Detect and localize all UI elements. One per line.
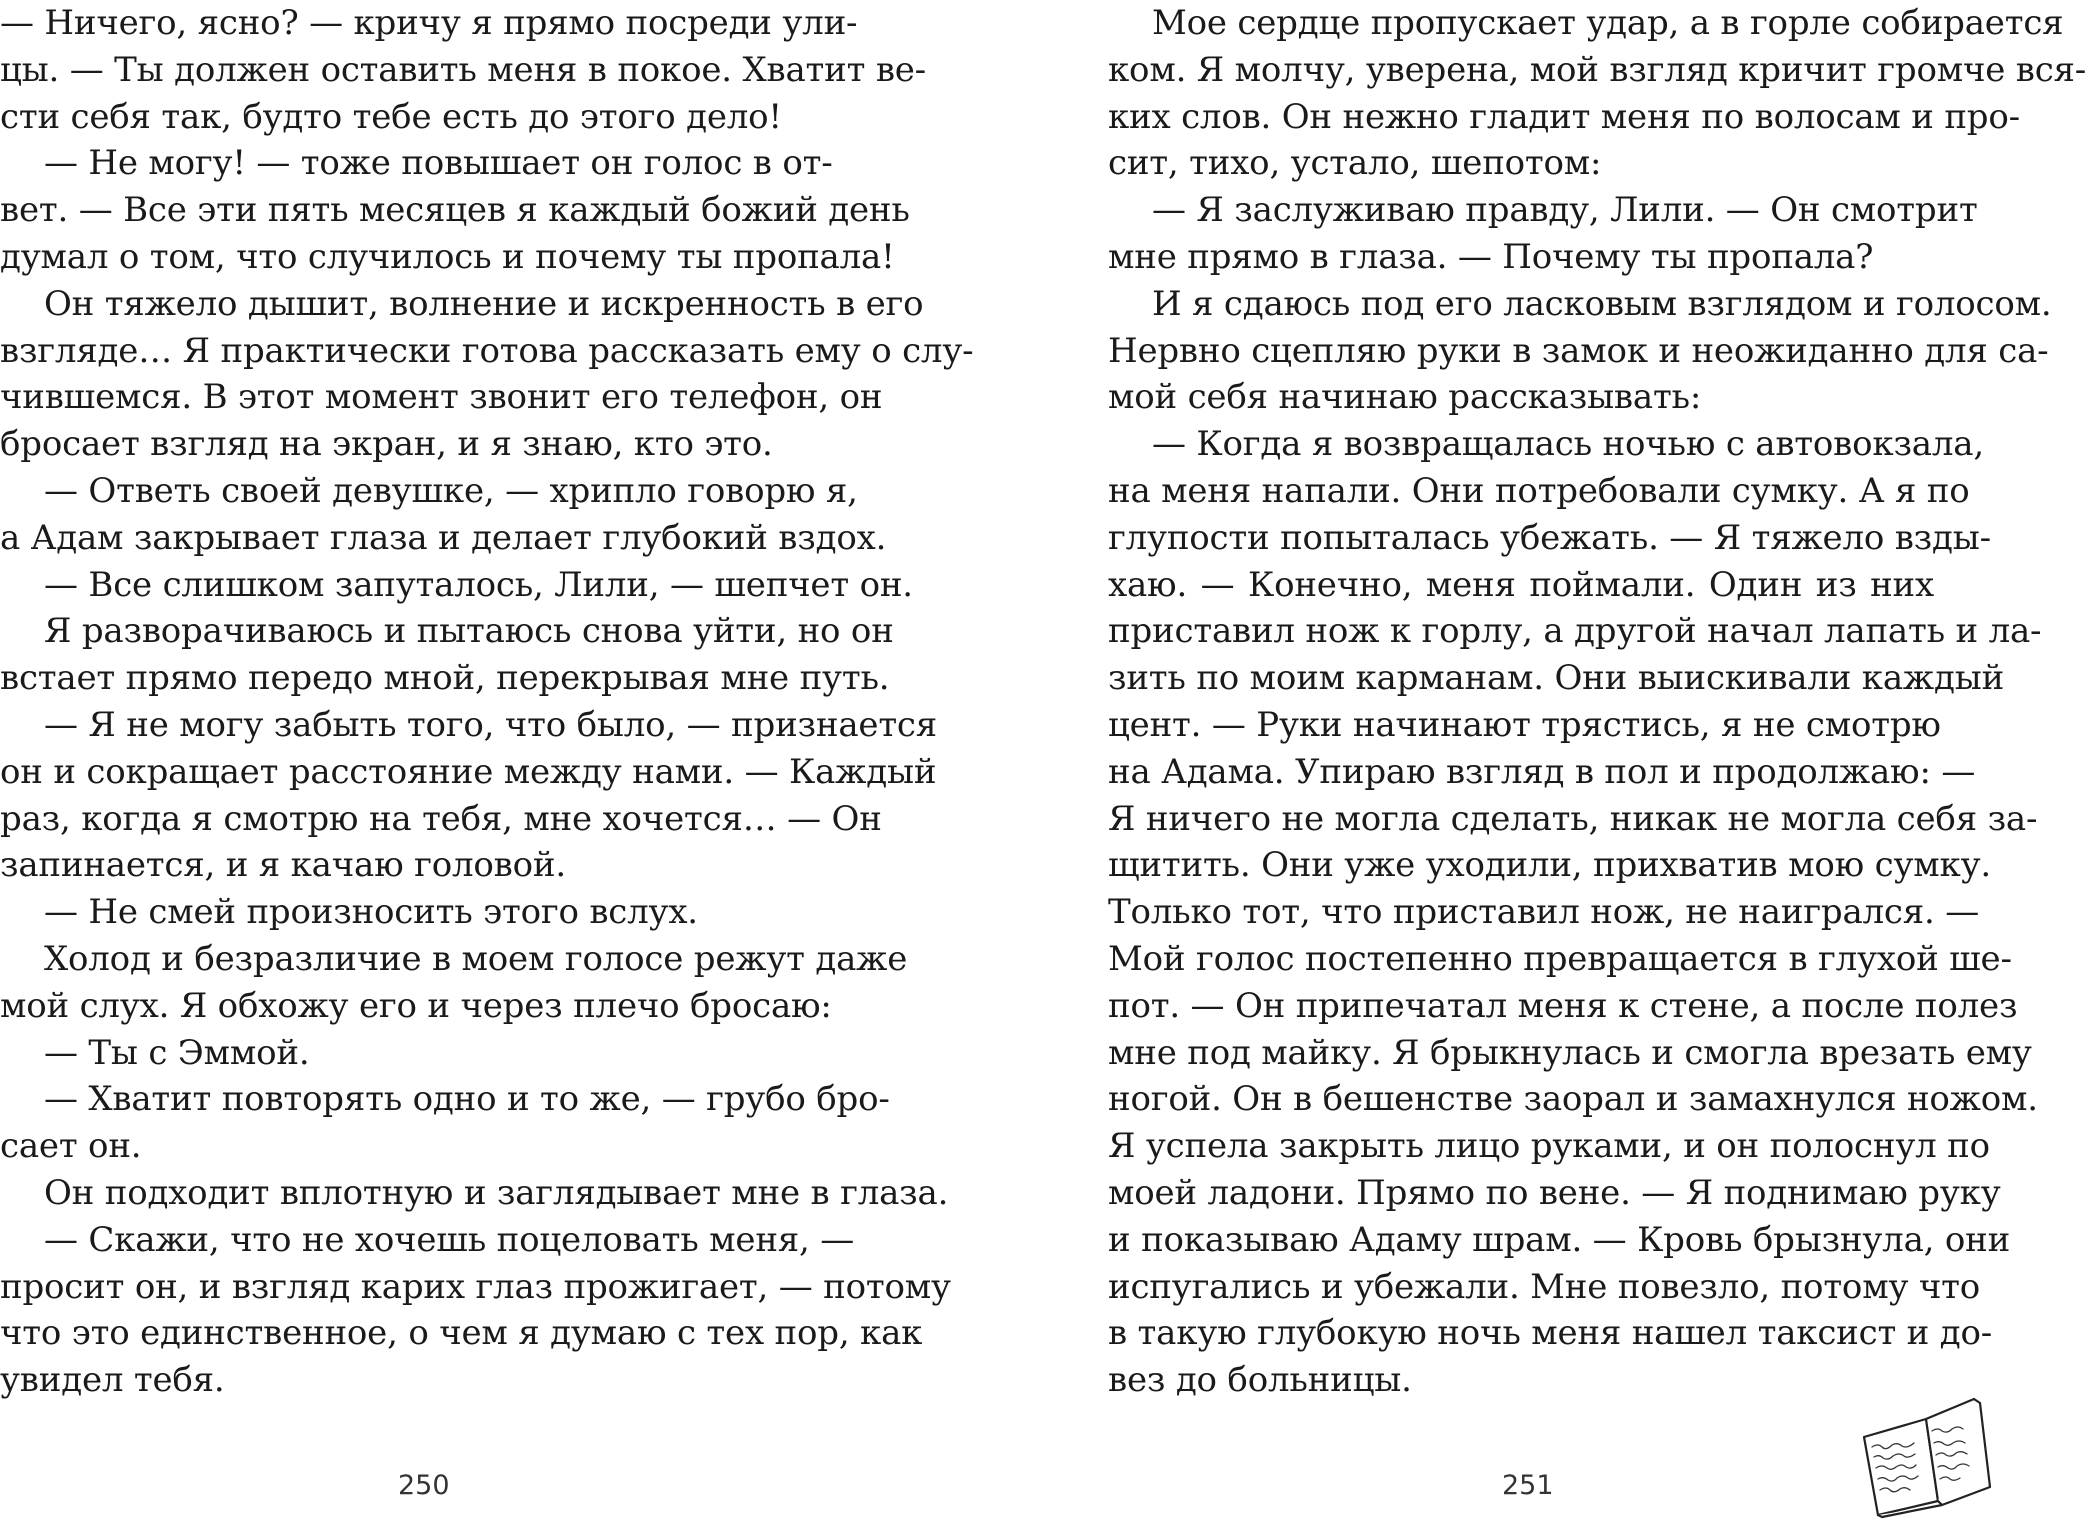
text-line: Я ничего не могла сделать, никак не могла себя за- [1108, 798, 2038, 839]
text-line: мне под майку. Я брыкнулась и смогла врезать ему [1108, 1032, 2032, 1073]
text-line: приставил нож к горлу, а другой начал лапать и ла- [1108, 611, 2042, 652]
text-line: а Адам закрывает глаза и делает глубокий вздох. [0, 517, 887, 558]
text-line: сти себя так, будто тебе есть до этого дело! [0, 96, 782, 137]
text-line: — Скажи, что не хочешь поцеловать меня, — [44, 1219, 855, 1260]
text-line: на меня напали. Они потребовали сумку. А я по [1108, 470, 1970, 511]
text-line: Мое сердце пропускает удар, а в горле собирается [1152, 3, 2064, 43]
text-line: в такую глубокую ночь меня нашел таксист и до- [1108, 1313, 1993, 1354]
text-line: Я разворачиваюсь и пытаюсь снова уйти, но он [44, 611, 894, 652]
text-line: Он тяжело дышит, волнение и искренность в его [44, 283, 924, 324]
text-line: хаю. — Конечно, меня поймали. Один из них [1108, 564, 1934, 605]
left-page-text [0, 0, 974, 1404]
text-line: щитить. Они уже уходили, прихватив мою сумку. [1108, 845, 1991, 886]
text-line: Он подходит вплотную и заглядывает мне в глаза. [44, 1172, 949, 1213]
text-line: мне прямо в глаза. — Почему ты пропала? [1108, 236, 1874, 277]
text-line: чившемся. В этот момент звонит его телефон, он [0, 377, 883, 418]
text-line: мой себя начинаю рассказывать: [1108, 377, 1702, 418]
page-number-left: 250 [398, 1470, 450, 1501]
text-line: увидел тебя. [0, 1360, 225, 1401]
text-line: и показываю Адаму шрам. — Кровь брызнула, они [1108, 1219, 2011, 1260]
text-line: цы. — Ты должен оставить меня в покое. Хватит ве- [0, 49, 926, 90]
text-line: Мой голос постепенно превращается в глухой ше- [1108, 938, 2012, 979]
text-line: Нервно сцепляю руки в замок и неожиданно для са- [1108, 330, 2049, 371]
open-book-icon [1856, 1393, 1992, 1519]
right-page [1000, 0, 2086, 1527]
text-line: сит, тихо, устало, шепотом: [1108, 143, 1602, 184]
text-line: Холод и безразличие в моем голосе режут даже [44, 938, 908, 979]
left-page [0, 0, 1000, 1527]
text-line: цент. — Руки начинают трястись, я не смотрю [1108, 704, 1941, 745]
text-line: — Хватит повторять одно и то же, — грубо бро- [44, 1079, 890, 1120]
text-line: пот. — Он припечатал меня к стене, а после полез [1108, 985, 2018, 1026]
text-line: что это единственное, о чем я думаю с тех пор, как [0, 1313, 923, 1354]
text-line: ких слов. Он нежно гладит меня по волосам и про- [1108, 96, 2020, 137]
text-line: испугались и убежали. Мне повезло, потому что [1108, 1266, 1981, 1307]
text-line: моей ладони. Прямо по вене. — Я поднимаю руку [1108, 1172, 2001, 1213]
text-line: — Я не могу забыть того, что было, — признается [44, 704, 938, 745]
text-line: глупости попыталась убежать. — Я тяжело взды- [1108, 517, 1991, 558]
text-line: — Не смей произносить этого вслух. [44, 892, 698, 933]
text-line: — Ответь своей девушке, — хрипло говорю я, [44, 470, 858, 511]
text-line: Только тот, что приставил нож, не наигрался. — [1108, 892, 1980, 933]
text-line: — Ты с Эммой. [44, 1032, 310, 1073]
page-number-right: 251 [1502, 1470, 1554, 1501]
text-line: зить по моим карманам. Они выискивали каждый [1108, 658, 2005, 699]
text-line: — Все слишком запуталось, Лили, — шепчет он. [44, 564, 913, 605]
text-line: ком. Я молчу, уверена, мой взгляд кричит громче вся- [1108, 49, 2086, 90]
text-line: И я сдаюсь под его ласковым взглядом и голосом. [1152, 283, 2052, 324]
text-line: думал о том, что случилось и почему ты пропала! [0, 236, 895, 277]
text-line: вет. — Все эти пять месяцев я каждый божий день [0, 190, 910, 231]
text-line: просит он, и взгляд карих глаз прожигает, — потому [0, 1266, 951, 1307]
text-line: — Когда я возвращалась ночью с автовокзала, [1152, 424, 1984, 465]
text-line: раз, когда я смотрю на тебя, мне хочется… — Он [0, 798, 882, 839]
text-line: сает он. [0, 1126, 142, 1167]
text-line: — Не могу! — тоже повышает он голос в от- [44, 143, 833, 184]
text-line: — Ничего, ясно? — кричу я прямо посреди ули- [0, 3, 858, 43]
text-line: ногой. Он в бешенстве заорал и замахнулся ножом. [1108, 1079, 2038, 1120]
text-line: — Я заслуживаю правду, Лили. — Он смотрит [1152, 190, 1978, 231]
text-line: он и сокращает расстояние между нами. — Каждый [0, 751, 937, 792]
text-line: бросает взгляд на экран, и я знаю, кто это. [0, 424, 773, 465]
text-line: Я успела закрыть лицо руками, и он полоснул по [1108, 1126, 1990, 1167]
text-line: встает прямо передо мной, перекрывая мне путь. [0, 658, 890, 699]
text-line: мой слух. Я обхожу его и через плечо бросаю: [0, 985, 832, 1026]
text-line: на Адама. Упираю взгляд в пол и продолжаю: — [1108, 751, 1976, 792]
text-line: взгляде… Я практически готова рассказать ему о слу- [0, 330, 974, 371]
right-page-text [1108, 0, 2086, 1404]
text-line: запинается, и я качаю головой. [0, 845, 566, 886]
text-line: вез до больницы. [1108, 1360, 1412, 1401]
